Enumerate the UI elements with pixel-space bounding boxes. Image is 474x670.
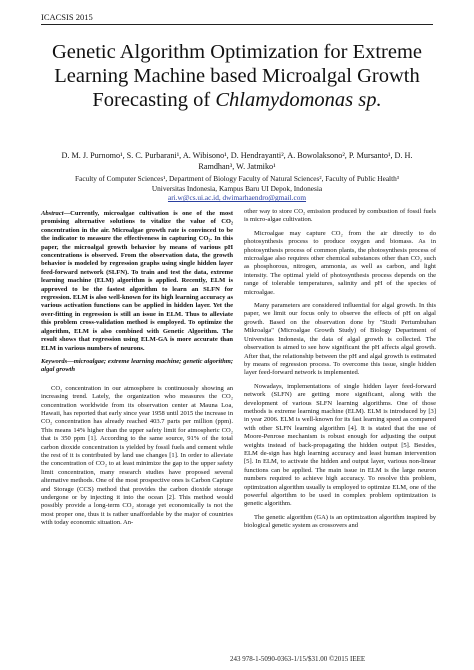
abstract: [41, 210, 233, 353]
title-line-2: Learning Machine based Microalgal Growth: [54, 65, 420, 87]
right-column: [244, 208, 436, 536]
page-footer: 243 978-1-5090-0363-1/15/$31.00 ©2015 IEEE: [230, 655, 366, 663]
title-line-1: Genetic Algorithm Optimization for Extreme: [51, 41, 423, 63]
abstract-text: —Currently, microalgae cultivation is one of the most promising alternative solutions to vitalize the value of CO₂ concentration in the air. Microalgae growth rate is convinced to be the indicator to measure the effectiveness in capturing CO₂. In this paper, the microalgal growth behavior by means of various pH concentrations is observed. From the observation data, the growth behavior is modeled by regression graphs using single hidden layer feed-forward network (SLFN). To train and test the data, extreme learning machine (ELM) algorithm is applied. Recently, ELM is approved to be the fastest algorithm to learn an SLFN for regression. ELM is also well-known for its high learning accuracy as various activation functions can be applied in hidden layer. Yet the over-fitting in regression is still an issue in ELM. Thus to alleviate this problem cross-validation method is employed. To optimize the algorithm, ELM is also combined with Genetic Algorithm. The result shows that regression using ELM-GA is more accurate than ELM in various numbers of neurons.: [41, 210, 233, 352]
conference-header: ICACSIS 2015: [41, 12, 93, 22]
title-species: Chlamydomonas sp.: [215, 89, 382, 111]
abstract-label: Abstract: [41, 210, 64, 217]
author-list: [38, 150, 436, 172]
authors-line-1: D. M. J. Purnomo¹, S. C. Purbarani¹, A. Wibisono¹, D. Hendrayanti², A. Bowolaksono², P. Mursanto¹, D. H.: [61, 151, 413, 160]
right-paragraph-4: Nowadays, implementations of single hidden layer feed-forward network (SLFN) are getting more significant, along with the development of various SLFN learning algorithms. One of those methods is extreme learning machine (ELM). ELM is introduced by [3] in year 2006. ELM is well-known for its fast learning speed as compared with other SLFN learning algorithm [4]. It is stated that the use of Moore-Penrose mechanism is robust enough for adjusting the output weights instead of back-propagating the hidden output [5]. Besides, ELM de-sign has high learning accuracy and least human intervention [5]. In ELM, to activate the hidden and output layer, various non-linear functions can be applied. The main issue in ELM is the large neuron numbers required to achieve high accuracy. To resolve this problem, optimization algorithm usually is employed to optimize ELM, one of the powerful algorithm to be used in complex problem optimization is genetic algorithm.: [244, 382, 436, 508]
authors-line-2: Ramdhan³, W. Jatmiko¹: [198, 162, 276, 171]
right-paragraph-5: The genetic algorithm (GA) is an optimization algorithm inspired by biological genetic system as crossovers and: [244, 513, 436, 530]
right-paragraph-3: Many parameters are considered influential for algal growth. In this paper, we limit our focus only to observe the effects of pH on algal growth. Based on the observation done by "Studi Pertumbuhan Mikroalga" (Microalgae Growth Study) of Biology Department of Universitas Indonesia, the data of algal growth is collected. The observation is aimed to see how significant the pH affects algal growth. After that, the relationship between the pH and algal growth is estimated by means of regression process. To overcome this issue, single hidden layer feed-forward network is implemented.: [244, 302, 436, 377]
affiliation-line-2: Universitas Indonesia, Kampus Baru UI Depok, Indonesia: [151, 183, 323, 193]
right-paragraph-2: Microalgae may capture CO₂ from the air directly to do photosynthesis process to produce oxygen and biomass. As in photosynthesis process of common plants, the photosynthesis process of microalgae also requires other chemical substances other than CO₂ such as phosphorous, nitrogen, ammonia, as well as carbon, and light intensity. The optimal yield of photosynthesis process depends on the range of tolerable temperatures, salinity and pH of the species of microalgae.: [244, 229, 436, 296]
title-line-3-prefix: Forecasting of: [92, 89, 216, 111]
right-paragraph-1: other way to store CO₂ emission produced by combustion of fossil fuels is micro-algae cultivation.: [244, 208, 436, 224]
affiliations: [38, 174, 436, 203]
keywords: Keywords—microalgae; extreme learning machine; genetic algorithm; algal growth: [41, 357, 233, 374]
intro-paragraph-1: CO₂ concentration in our atmosphere is continuously showing an increasing trend. Lately, the organization who measures the CO₂ concentration worldwide from its observation center at Mauna Loa, Hawaii, has reported that early since year 1958 until 2015 the increase in CO₂ concentration has already reached 403.7 parts per million (ppm). This means 14% higher than the upper safety limit for atmospheric CO₂ that is 350 ppm [1]. According to the same source, 91% of the total carbon dioxide concentration is yielded by fossil fuels and cement while the rest of it is contributed by land use changes [1]. In order to alleviate the concentration of CO₂ to at least minimize the gap to the upper safety limit concentration, many research studies have proposed several alternative methods. One of the most prospective ones is Carbon Capture and Storage (CCS) method that provides the carbon dioxide storage undergone or by injecting it into the ocean [2]. This method would possibly provide a long-term CO₂ storage yet economically is not the most proper one, thus it is rather unaffordable by the major of countries with today economic situation. An-: [41, 384, 233, 527]
left-column: [41, 210, 233, 533]
header-rule: [41, 24, 433, 25]
author-emails[interactable]: ari.w@cs.ui.ac.id, dwimarhaendro@gmail.com: [167, 193, 307, 203]
paper-title: [30, 40, 444, 112]
affiliation-line-1: Faculty of Computer Sciences¹, Department of Biology Faculty of Natural Sciences², Faculty of Public Health³: [75, 174, 399, 183]
title-line-3: [30, 88, 444, 112]
